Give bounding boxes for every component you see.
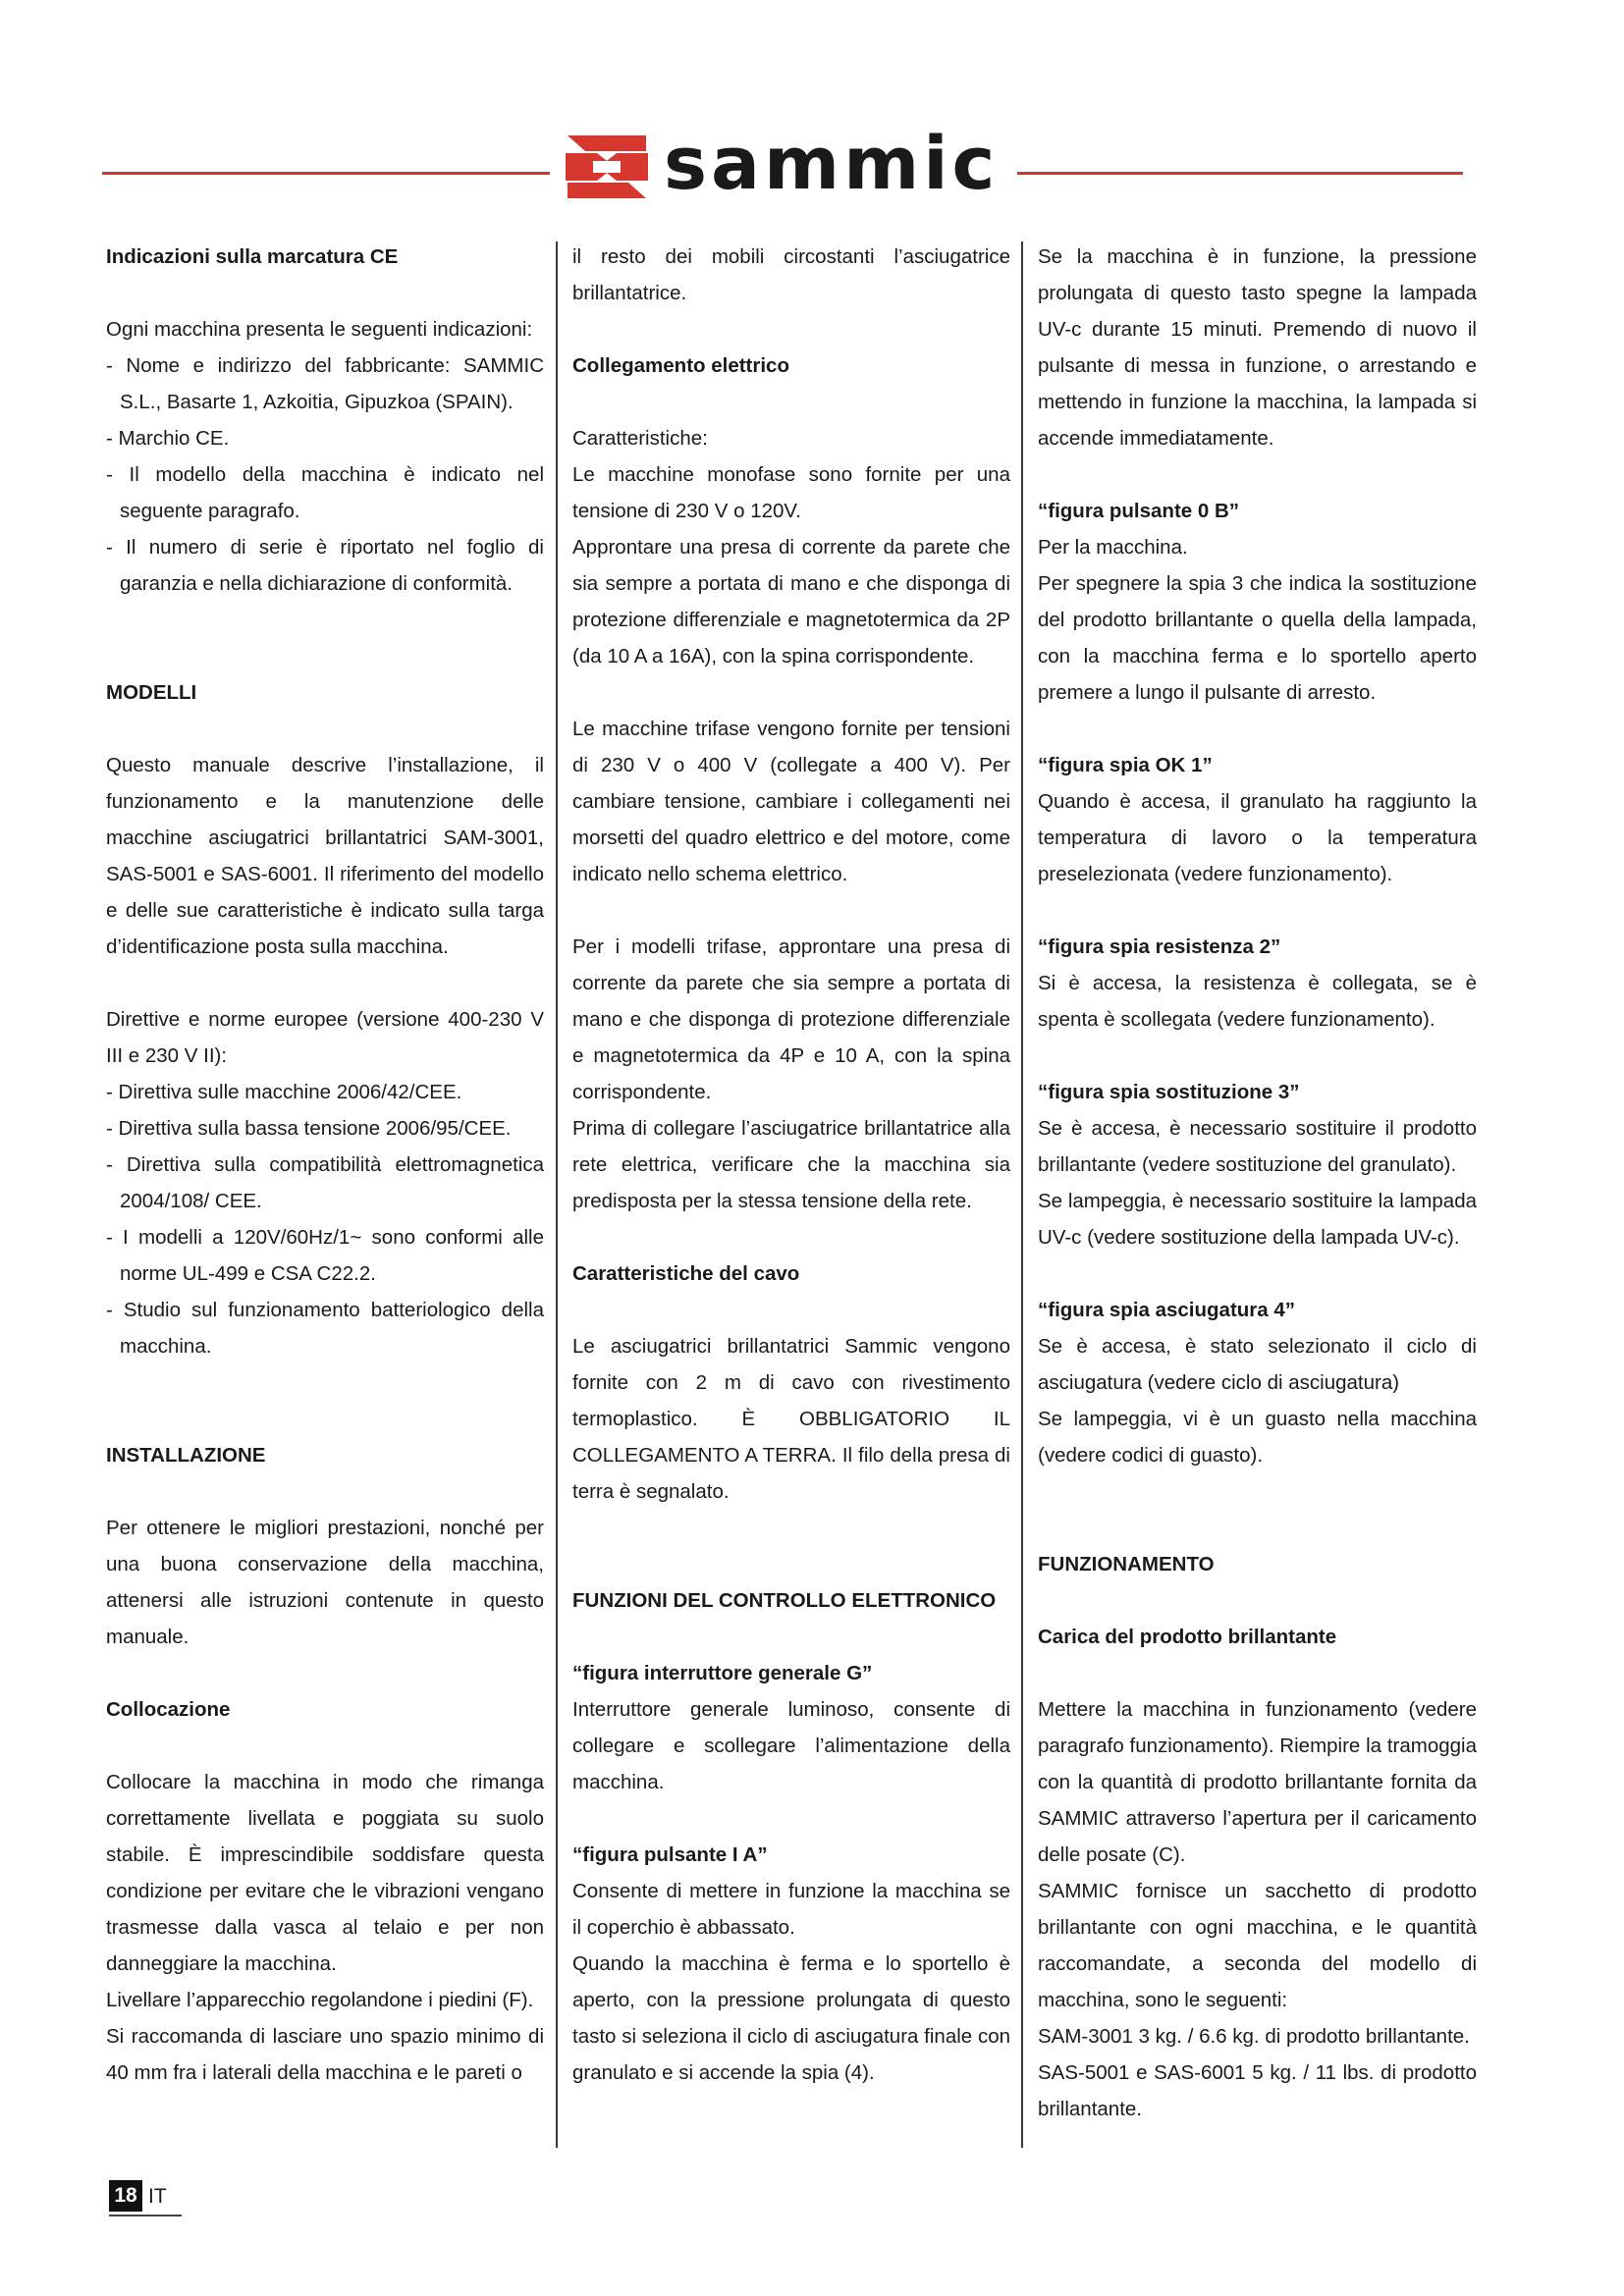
paragraph: Se è accesa, è necessario sostituire il prodotto brillantante (vedere sostituzione del granulato). (1038, 1117, 1477, 1176)
brand-logo (558, 122, 1009, 208)
list-item: - Il numero di serie è riportato nel foglio di garanzia e nella dichiarazione di conformità. (106, 536, 544, 595)
section-heading: Carica del prodotto brillantante (1038, 1626, 1337, 1648)
paragraph: Se la macchina è in funzione, la pressione prolungata di questo tasto spegne la lampada UV-c durante 15 minuti. Premendo di nuovo il pulsante di messa in funzione, o arrestando e mettendo in funzione la macchina, la lampada si accende immediatamente. (1038, 245, 1477, 450)
paragraph: Interruttore generale luminoso, consente di collegare e scollegare l’alimentazione della macchina. (572, 1698, 1010, 1793)
column-2 (572, 239, 1010, 2091)
brand-wordmark: sammic (664, 122, 1000, 206)
figure-heading: “figura spia asciugatura 4” (1038, 1299, 1296, 1321)
paragraph: Se è accesa, è stato selezionato il ciclo di asciugatura (vedere ciclo di asciugatura) (1038, 1335, 1477, 1394)
footer-rule (109, 2215, 182, 2216)
figure-heading: “figura pulsante 0 B” (1038, 500, 1240, 522)
paragraph: Le macchine monofase sono fornite per una tensione di 230 V o 120V. (572, 463, 1010, 522)
column-divider (556, 241, 558, 2148)
list-item: - Nome e indirizzo del fabbricante: SAMMIC S.L., Basarte 1, Azkoitia, Gipuzkoa (SPAIN). (106, 354, 544, 413)
paragraph: Quando è accesa, il granulato ha raggiunto la temperatura di lavoro o la temperatura preselezionata (vedere funzionamento). (1038, 790, 1477, 885)
paragraph: Per i modelli trifase, approntare una presa di corrente da parete che sia sempre a portata di mano e che disponga di protezione differenziale e magnetotermica da 4P e 10 A, con la spina corrispondente. (572, 935, 1010, 1103)
paragraph: il resto dei mobili circostanti l’asciugatrice brillantatrice. (572, 245, 1010, 304)
paragraph: Livellare l’apparecchio regolandone i piedini (F). (106, 1989, 534, 2011)
section-heading: Indicazioni sulla marcatura CE (106, 245, 399, 268)
paragraph: Quando la macchina è ferma e lo sportello è aperto, con la pressione prolungata di questo tasto si seleziona il ciclo di asciugatura finale con granulato e si accende la spia (4). (572, 1952, 1010, 2084)
figure-heading: “figura spia resistenza 2” (1038, 935, 1281, 958)
language-code: IT (148, 2185, 167, 2208)
list-item: - Direttiva sulle macchine 2006/42/CEE. (106, 1081, 462, 1103)
paragraph: Le asciugatrici brillantatrici Sammic vengono fornite con 2 m di cavo con rivestimento termoplastico. È OBBLIGATORIO IL COLLEGAMENTO A TERRA. Il filo della presa di terra è segnalato. (572, 1335, 1010, 1503)
paragraph: SAMMIC fornisce un sacchetto di prodotto brillantante con ogni macchina, e le quantità raccomandate, a seconda del modello di macchina, sono le seguenti: (1038, 1880, 1477, 2011)
paragraph: Consente di mettere in funzione la macchina se il coperchio è abbassato. (572, 1880, 1010, 1939)
paragraph: Per la macchina. (1038, 536, 1188, 559)
column-3 (1038, 239, 1477, 2127)
header-rule-left (102, 172, 550, 175)
paragraph: Collocare la macchina in modo che rimanga correttamente livellata e poggiata su suolo stabile. È imprescindibile soddisfare questa condizione per evitare che le vibrazioni vengano trasmesse dalla vasca al telaio e per non danneggiare la macchina. (106, 1771, 544, 1975)
paragraph: Si raccomanda di lasciare uno spazio minimo di 40 mm fra i laterali della macchina e le pareti o (106, 2025, 544, 2084)
paragraph: Caratteristiche: (572, 427, 708, 450)
paragraph: Questo manuale descrive l’installazione, il funzionamento e la manutenzione delle macchine asciugatrici brillantatrici SAM-3001, SAS-5001 e SAS-6001. Il riferimento del modello e delle sue caratteristiche è indicato sulla targa d’identificazione posta sulla macchina. (106, 754, 544, 958)
paragraph: Si è accesa, la resistenza è collegata, se è spenta è scollegata (vedere funzionamento). (1038, 972, 1477, 1031)
list-item: - I modelli a 120V/60Hz/1~ sono conformi alle norme UL-499 e CSA C22.2. (106, 1226, 544, 1285)
paragraph: Ogni macchina presenta le seguenti indicazioni: (106, 318, 533, 341)
figure-heading: “figura pulsante I A” (572, 1843, 768, 1866)
section-heading: Caratteristiche del cavo (572, 1262, 800, 1285)
section-heading: MODELLI (106, 681, 197, 704)
list-item: - Il modello della macchina è indicato nel seguente paragrafo. (106, 463, 544, 522)
figure-heading: “figura spia OK 1” (1038, 754, 1213, 776)
paragraph: Se lampeggia, è necessario sostituire la lampada UV-c (vedere sostituzione della lampada UV-c). (1038, 1190, 1477, 1249)
column-divider (1021, 241, 1023, 2148)
column-1 (106, 239, 544, 2091)
list-item: - Direttiva sulla bassa tensione 2006/95/CEE. (106, 1117, 512, 1140)
list-item: - Marchio CE. (106, 427, 230, 450)
paragraph: Per ottenere le migliori prestazioni, nonché per una buona conservazione della macchina, attenersi alle istruzioni contenute in questo manuale. (106, 1517, 544, 1648)
paragraph: Direttive e norme europee (versione 400-230 V III e 230 V II): (106, 1008, 544, 1067)
paragraph: Prima di collegare l’asciugatrice brillantatrice alla rete elettrica, verificare che la macchina sia predisposta per la stessa tensione della rete. (572, 1117, 1010, 1212)
section-heading: FUNZIONI DEL CONTROLLO ELETTRONICO (572, 1589, 997, 1612)
header-rule-right (1017, 172, 1463, 175)
figure-heading: “figura spia sostituzione 3” (1038, 1081, 1300, 1103)
sammic-s-logo-icon (558, 128, 656, 206)
paragraph: Per spegnere la spia 3 che indica la sostituzione del prodotto brillantante o quella della lampada, con la macchina ferma e lo sportello aperto premere a lungo il pulsante di arresto. (1038, 572, 1477, 704)
list-item: - Direttiva sulla compatibilità elettromagnetica 2004/108/ CEE. (106, 1153, 544, 1212)
paragraph: SAS-5001 e SAS-6001 5 kg. / 11 lbs. di prodotto brillantante. (1038, 2061, 1477, 2120)
section-heading: FUNZIONAMENTO (1038, 1553, 1215, 1575)
list-item: - Studio sul funzionamento batteriologico della macchina. (106, 1299, 544, 1358)
paragraph: Le macchine trifase vengono fornite per tensioni di 230 V o 400 V (collegate a 400 V). Per cambiare tensione, cambiare i collegamenti nei morsetti del quadro elettrico e del motore, come indicato nello schema elettrico. (572, 718, 1010, 885)
section-heading: Collocazione (106, 1698, 231, 1721)
paragraph: SAM-3001 3 kg. / 6.6 kg. di prodotto brillantante. (1038, 2025, 1470, 2048)
paragraph: Mettere la macchina in funzionamento (vedere paragrafo funzionamento). Riempire la tramoggia con la quantità di prodotto brillantante fornita da SAMMIC attraverso l’apertura per il caricamento delle posate (C). (1038, 1698, 1477, 1866)
page-number: 18 (109, 2180, 142, 2212)
section-heading: INSTALLAZIONE (106, 1444, 266, 1467)
figure-heading: “figura interruttore generale G” (572, 1662, 873, 1684)
section-heading: Collegamento elettrico (572, 354, 789, 377)
paragraph: Se lampeggia, vi è un guasto nella macchina (vedere codici di guasto). (1038, 1408, 1477, 1467)
paragraph: Approntare una presa di corrente da parete che sia sempre a portata di mano e che disponga di protezione differenziale e magnetotermica da 2P (da 10 A a 16A), con la spina corrispondente. (572, 536, 1010, 667)
